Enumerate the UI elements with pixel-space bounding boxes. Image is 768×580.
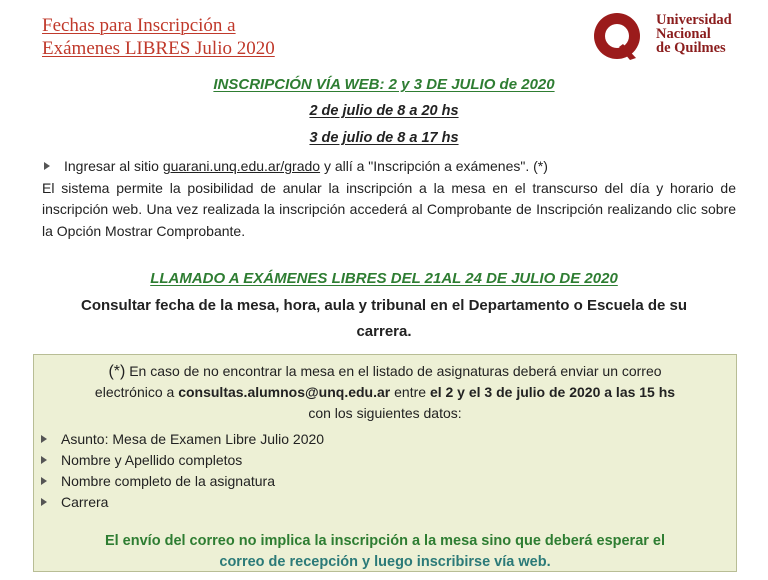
bullet-arrow-icon <box>41 456 47 464</box>
university-logo <box>590 10 762 62</box>
instruction-line: Ingresar al sitio guarani.unq.edu.ar/grado y allí a "Inscripción a exámenes". (*) <box>42 156 736 178</box>
contact-email[interactable]: consultas.alumnos@unq.edu.ar <box>178 384 391 400</box>
list-item: Nombre y Apellido completos <box>39 450 324 471</box>
document-title <box>42 14 275 60</box>
note-footer-line-1: El envío del correo no implica la inscripción a la mesa sino que deberá esperar el <box>104 533 666 549</box>
consult-line-1: Consultar fecha de la mesa, hora, aula y tribunal en el Departamento o Escuela de su <box>80 297 688 314</box>
note-box <box>33 354 737 572</box>
consult-line-2: carrera. <box>356 323 412 340</box>
bullet-arrow-icon <box>41 498 47 506</box>
logo-line-1: Universidad <box>656 12 732 28</box>
title-line-2: Exámenes LIBRES Julio 2020 <box>42 38 275 59</box>
instructions-block <box>42 156 736 242</box>
deadline-text: el 2 y el 3 de julio de 2020 a las 15 hs <box>429 384 676 400</box>
required-data-list <box>39 429 324 513</box>
note-star: (*) <box>108 363 126 380</box>
note-intro: (*) En caso de no encontrar la mesa en el listado de asignaturas deberá enviar un correo electrónico a consultas.alumnos@unq.edu.ar entre el 2 y el 3 de julio de 2020 a las 15 hs con los siguientes datos: <box>94 363 676 421</box>
logo-line-2: Nacional <box>656 26 711 42</box>
list-item: Asunto: Mesa de Examen Libre Julio 2020 <box>39 429 324 450</box>
list-item: Carrera <box>39 492 324 513</box>
date-july-2: 2 de julio de 8 a 20 hs <box>309 103 459 119</box>
date-july-3: 3 de julio de 8 a 17 hs <box>309 130 459 146</box>
title-line-1: Fechas para Inscripción a <box>42 15 236 36</box>
list-item: Nombre completo de la asignatura <box>39 471 324 492</box>
unq-emblem-icon <box>590 10 648 62</box>
bullet-arrow-icon <box>41 477 47 485</box>
note-footer <box>34 531 736 573</box>
guarani-link[interactable]: guarani.unq.edu.ar/grado <box>162 158 321 174</box>
system-paragraph: El sistema permite la posibilidad de anular la inscripción a la mesa en el transcurso del día y horario de inscripción web. Una vez realizada la inscripción accederá al Comprobante de Inscripción realizando clic sobre la Opción Mostrar Comprobante. <box>42 179 736 239</box>
logo-line-3: de Quilmes <box>656 40 726 56</box>
note-footer-line-2: correo de recepción y luego inscribirse vía web. <box>219 554 551 570</box>
llamado-heading: LLAMADO A EXÁMENES LIBRES DEL 21AL 24 DE JULIO DE 2020 <box>150 270 618 287</box>
bullet-arrow-icon <box>44 162 50 170</box>
bullet-arrow-icon <box>41 435 47 443</box>
web-inscription-heading: INSCRIPCIÓN VÍA WEB: 2 y 3 DE JULIO de 2020 <box>213 76 555 93</box>
